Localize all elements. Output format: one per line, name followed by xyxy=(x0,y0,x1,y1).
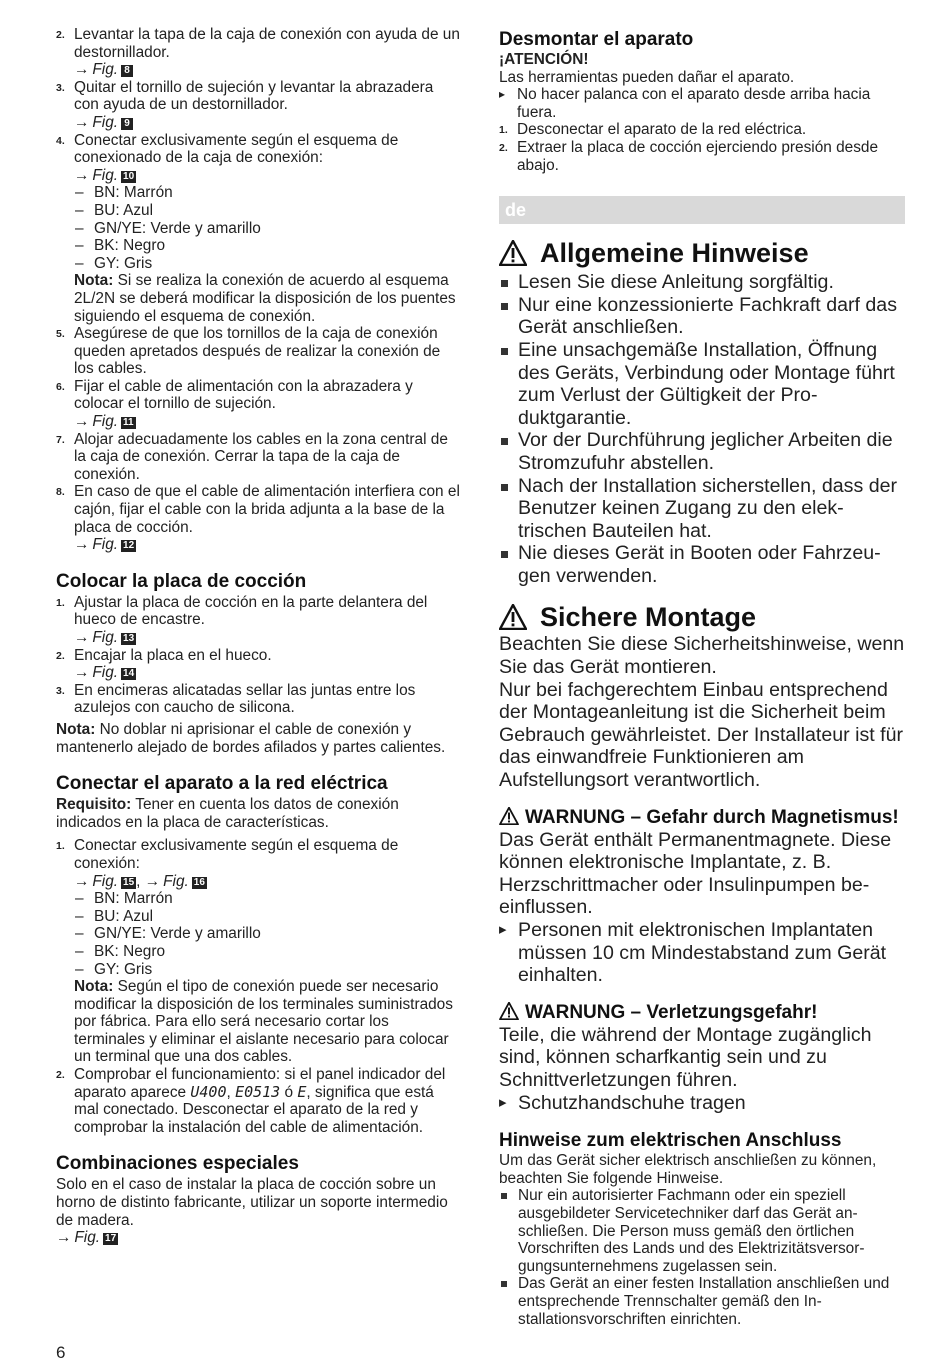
list-item: – GN/YE: Verde y amarillo xyxy=(74,925,462,943)
list-item: Nur eine konzessionierte Fachkraft darf das Gerät anschließen. xyxy=(499,294,905,339)
step-7: 7. Alojar adecuadamente los cables en la zona central de la caja de conexión. Cerrar la tapa de la caja de conexión. xyxy=(56,430,448,483)
elektrisch-section xyxy=(499,1152,905,1328)
bullet-list xyxy=(499,1092,905,1115)
elektrisch-list xyxy=(499,1187,905,1328)
paragraph: Nur bei fachgerechtem Einbau entsprechend der Montageanleitung ist die Sicherheit beim Gebrauch gewährleistet. Der Installateur ist für das einwandfreie Funktionieren am Aufstellungsort verantwortlich. xyxy=(499,678,904,792)
step-3: 3. En encimeras alicatadas sellar las juntas entre los azulejos con caucho de silicona. xyxy=(56,681,416,717)
step-text: Fijar el cable de alimentación con la abrazadera y colocar el tornillo de sujeción. xyxy=(74,377,413,413)
warning-triangle-icon xyxy=(499,604,527,630)
figure-reference: → Fig. 15 , → Fig. 16 xyxy=(74,872,205,890)
figure-number: 12 xyxy=(123,540,135,552)
figure-reference: → Fig. 13 xyxy=(74,629,135,646)
step-8: 8. En caso de que el cable de alimentación interfiera con el cajón, fijar el cable con la brida adjunta a la base de la placa de cocción. → Fig. 12 xyxy=(56,483,462,553)
desmontar-section xyxy=(499,29,905,174)
list-item: Eine unsachgemäße Installation, Öffnung des Geräts, Verbindung oder Montage führt zum Verlust der Gültigkeit der Produktgarantie. xyxy=(499,339,905,429)
section-title-elektrisch: Hinweise zum elektrischen Anschluss xyxy=(499,1130,842,1152)
arrow-right-icon: → xyxy=(56,1229,72,1247)
list-item: – GY: Gris xyxy=(74,961,462,979)
step-2: 2. Encajar la placa en el hueco. → Fig. 14 xyxy=(56,647,462,682)
requirement: Requisito: Tener en cuenta los datos de conexión indicados en la placa de características. xyxy=(56,796,399,831)
figure-number: 13 xyxy=(123,633,135,644)
step-text: Ajustar la placa de cocción en la parte delantera del hueco de encastre. xyxy=(74,593,428,629)
note: Nota: No doblar ni aprisionar el cable de conexión y mantenerlo alejado de bordes afilados y partes calientes. xyxy=(56,720,446,756)
step-6: 6. Fijar el cable de alimentación con la abrazadera y colocar el tornillo de sujeción. → Fig. 11 xyxy=(56,378,462,431)
list-item: Nach der Installation sicherstellen, dass der Benutzer keinen Zugang zu den elektrischen Bauteilen hat. xyxy=(499,475,905,543)
step-2: 2. Comprobar el funcionamiento: si el panel indicador del aparato aparece U400, E0513 ó E, significa que está mal conectado. Desconectar el aparato de la red y comprobar la instalación del cable de alimentación. xyxy=(56,1066,446,1136)
list-item: – GY: Gris xyxy=(74,255,462,273)
page-number: 6 xyxy=(56,1343,66,1362)
step-text: Conectar exclusivamente según el esquema de conexión: xyxy=(74,837,399,872)
wire-color-list xyxy=(74,890,462,978)
list-item: – BN: Marrón xyxy=(74,890,462,908)
list-item: ▸ Schutzhandschuhe tragen xyxy=(499,1092,905,1115)
attention-label: ¡ATENCIÓN! xyxy=(499,51,589,68)
conectar-steps xyxy=(56,837,462,1136)
section-title-sichere: Sichere Montage xyxy=(499,601,905,633)
step-text: Asegúrese de que los tornillos de la caja de conexión queden apretados después de realizar la conexión de los cables. xyxy=(74,325,441,378)
list-item: – BU: Azul xyxy=(74,202,462,220)
bullet-list xyxy=(499,919,905,987)
list-item: Nur ein autorisierter Fachmann oder ein speziell ausgebildeter Servicetechniker darf das Gerät anschließen. Die Person muss gemäß den örtlichen Vorschriften des Lands und des Elektrizitätsversorgungsunternehmens zugelassen sein. xyxy=(499,1187,905,1275)
colocar-steps xyxy=(56,594,462,717)
paragraph: Beachten Sie diese Sicherheitshinweise, wenn Sie das Gerät montieren. xyxy=(499,633,905,679)
list-item: Das Gerät an einer festen Installation anschließen und entsprechende Trennschalter gemäß den Installationsvorschriften einrichten. xyxy=(499,1275,905,1328)
note: Nota: Si se realiza la conexión de acuerdo al esquema 2L/2N se deberá modificar la disposición de los puentes siguiendo el esquema de conexión. xyxy=(74,272,456,325)
warning-heading: WARNUNG – Verletzungsgefahr! xyxy=(499,1001,905,1024)
arrow-right-icon: → xyxy=(74,536,90,554)
section-title-allgemeine: Allgemeine Hinweise xyxy=(499,237,905,269)
figure-number: 11 xyxy=(123,417,134,429)
step-5: 5. Asegúrese de que los tornillos de la caja de conexión queden apretados después de realizar la conexión de los cables. xyxy=(56,325,441,378)
desmontar-steps xyxy=(499,121,905,174)
step-1: 1. Conectar exclusivamente según el esquema de conexión: → Fig. 15 , → Fig. 16 – BN: Marrón – BU: Azul – GN/YE: Verde y amarillo – BK: Negro – GY: Gris Nota: Según el tipo de conexión puede ser necesario modificar la disposición de los terminales suministrados por fábrica. Para ello será necesario cortar los terminales y eliminar el aislante necesario para colocar un terminal que una dos cables. xyxy=(56,837,462,1066)
list-item: ▸ No hacer palanca con el aparato desde arriba hacia fuera. xyxy=(499,86,905,121)
figure-number: 8 xyxy=(121,65,133,77)
list-item: ▸ Personen mit elektronischen Implantaten müssen 10 cm Mindestabstand zum Gerät einhalten. xyxy=(499,919,905,987)
list-item: – BN: Marrón xyxy=(74,184,462,202)
warning-triangle-icon xyxy=(499,240,527,266)
figure-reference: → Fig. 12 xyxy=(74,536,135,554)
allgemeine-list xyxy=(499,271,905,587)
section-title-colocar: Colocar la placa de cocción xyxy=(56,570,307,592)
list-item: Nie dieses Gerät in Booten oder Fahrzeugen verwenden. xyxy=(499,542,905,587)
figure-number: 9 xyxy=(121,118,133,130)
arrow-right-icon: → xyxy=(74,629,90,646)
assembly-steps xyxy=(56,26,462,554)
step-1: 1. Desconectar el aparato de la red eléctrica. xyxy=(499,121,807,139)
figure-reference: → Fig. 9 xyxy=(74,114,462,132)
step-text: En caso de que el cable de alimentación interfiera con el cajón, fijar el cable con la brida adjunta a la base de la placa de cocción. xyxy=(74,483,460,536)
note: Nota: Según el tipo de conexión puede ser necesario modificar la disposición de los terminales suministrados por fábrica. Para ello será necesario cortar los terminales y eliminar el aislante necesario para colocar un terminal que una dos cables. xyxy=(74,978,453,1066)
figure-number: 10 xyxy=(123,170,135,182)
section-title-combinaciones: Combinaciones especiales xyxy=(56,1153,299,1175)
step-2: 2. Extraer la placa de cocción ejerciendo presión desde abajo. xyxy=(499,138,879,174)
arrow-right-icon: → xyxy=(74,61,90,79)
figure-reference: → Fig. 8 xyxy=(74,61,462,79)
display-code: E xyxy=(297,1082,307,1101)
warning-text: Las herramientas pueden dañar el aparato. xyxy=(499,68,795,86)
display-code: U400 xyxy=(190,1082,227,1101)
paragraph: Um das Gerät sicher elektrisch anschließen zu können, beachten Sie folgende Hinweise. xyxy=(499,1152,877,1187)
figure-reference: → Fig. 17 xyxy=(56,1229,117,1247)
arrow-right-icon: → xyxy=(74,872,90,890)
figure-reference: → Fig. 14 xyxy=(74,664,135,682)
figure-number: 16 xyxy=(193,876,205,888)
figure-reference: → Fig. 10 xyxy=(74,166,135,184)
bullet-list xyxy=(499,86,905,121)
step-2: 2. Levantar la tapa de la caja de conexión con ayuda de un destornillador. → Fig. 8 xyxy=(56,26,462,79)
arrow-right-icon: → xyxy=(74,413,90,431)
wire-color-list xyxy=(74,184,462,272)
list-item: – BK: Negro xyxy=(74,943,462,961)
arrow-right-icon: → xyxy=(74,664,90,682)
warning-triangle-icon xyxy=(499,1002,519,1020)
warning-triangle-icon xyxy=(499,807,519,825)
step-text: Encajar la placa en el hueco. xyxy=(74,646,272,664)
sichere-section xyxy=(499,633,905,1114)
step-1: 1. Ajustar la placa de cocción en la parte delantera del hueco de encastre. → Fig. 13 xyxy=(56,594,462,647)
step-text: Levantar la tapa de la caja de conexión con ayuda de un destornillador. xyxy=(74,26,460,61)
left-column xyxy=(56,26,462,1247)
section-title-desmontar: Desmontar el aparato xyxy=(499,29,694,50)
arrow-right-icon: → xyxy=(74,166,90,184)
language-bar: de xyxy=(499,196,905,224)
step-3: 3. Quitar el tornillo de sujeción y levantar la abrazadera con ayuda de un destornillador. → Fig. 9 xyxy=(56,79,462,132)
list-item: Lesen Sie diese Anleitung sorgfältig. xyxy=(499,271,905,294)
list-item: – BK: Negro xyxy=(74,237,462,255)
paragraph: Solo en el caso de instalar la placa de cocción sobre un horno de distinto fabricante, utilizar un soporte intermedio de madera. xyxy=(56,1176,448,1229)
display-code: E0513 xyxy=(235,1082,281,1101)
list-item: – BU: Azul xyxy=(74,908,462,926)
step-text: Alojar adecuadamente los cables en la zona central de la caja de conexión. Cerrar la tapa de la caja de conexión. xyxy=(74,430,448,483)
figure-number: 17 xyxy=(105,1233,117,1245)
list-item: – GN/YE: Verde y amarillo xyxy=(74,220,462,238)
list-item: Vor der Durchführung jeglicher Arbeiten die Stromzufuhr abstellen. xyxy=(499,429,905,474)
step-4: 4. Conectar exclusivamente según el esquema de conexionado de la caja de conexión: → Fig. 10 – BN: Marrón – BU: Azul – GN/YE: Verde y amarillo – BK: Negro – GY: Gris Nota: Si se realiza la conexión de acuerdo al esquema 2L/2N se deberá modificar la disposición de los puentes siguiendo el esquema de conexión. xyxy=(56,132,462,326)
section-title-conectar: Conectar el aparato a la red eléctrica xyxy=(56,773,388,795)
step-text: En encimeras alicatadas sellar las juntas entre los azulejos con caucho de silicona. xyxy=(74,681,416,717)
step-text: Conectar exclusivamente según el esquema de conexionado de la caja de conexión: xyxy=(74,131,399,167)
paragraph: Teile, die während der Montage zugänglich sind, können scharfkantig sein und zu Schnittverletzungen führen. xyxy=(499,1023,872,1091)
figure-number: 14 xyxy=(123,668,135,680)
figure-reference: → Fig. 11 xyxy=(74,413,134,431)
paragraph: Das Gerät enthält Permanentmagnete. Diese können elektronische Implantate, z. B. Herzschrittmacher oder Insulinpumpen beeinflussen. xyxy=(499,828,892,919)
arrow-right-icon: → xyxy=(144,872,161,890)
step-text: Quitar el tornillo de sujeción y levantar la abrazadera con ayuda de un destornillador. xyxy=(74,78,434,114)
right-column xyxy=(499,29,905,1328)
arrow-right-icon: → xyxy=(74,113,90,131)
warning-heading: WARNUNG – Gefahr durch Magnetismus! xyxy=(499,806,905,829)
figure-number: 15 xyxy=(123,876,135,888)
